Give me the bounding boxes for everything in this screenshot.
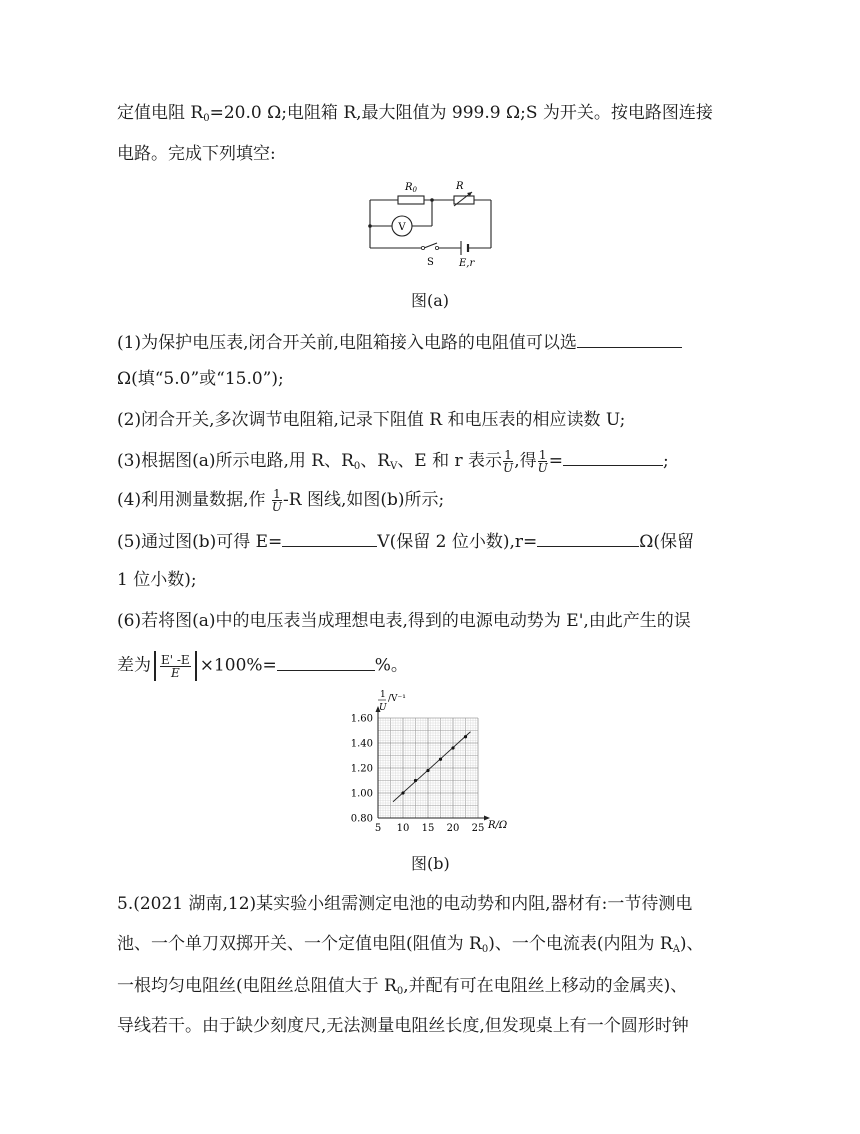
y-axis-label-num: 1: [380, 690, 386, 700]
data-point: [426, 769, 429, 772]
chart-series: [393, 732, 471, 802]
y-tick-label: 1.20: [350, 763, 373, 775]
fraction-1-over-u: $\frac{1}{U}$: [271, 487, 283, 514]
y-tick-label: 1.40: [350, 738, 373, 750]
y-axis-label-den: U: [379, 703, 387, 713]
fit-line: [393, 732, 471, 802]
data-point: [401, 791, 404, 794]
step-2-line: (2)闭合开关,多次调节电阻箱,记录下阻值 R 和电压表的相应读数 U;: [117, 410, 626, 430]
x-tick-label: 5: [374, 823, 382, 834]
x-tick-label: 10: [396, 823, 410, 834]
chart-grid: [378, 718, 478, 818]
step-4-line: (4)利用测量数据,作 $\frac{1}{U}$ -R 图线,如图(b)所示;: [117, 487, 445, 514]
step-5-line: (5)通过图(b)可得 E= V(保留 2 位小数),r= Ω(保留: [117, 528, 694, 554]
problem-5-line-4: 导线若干。由于缺少刻度尺,无法测量电阻丝长度,但发现桌上有一个圆形时钟: [117, 1016, 689, 1036]
data-point: [414, 779, 417, 782]
r0-label: $R_0$: [405, 182, 417, 194]
answer-blank-6[interactable]: [277, 652, 375, 671]
resistor-box-r: [454, 196, 474, 204]
relative-error-expression: $\frac{E' -E}{E}$: [151, 651, 200, 681]
y-tick-label: 0.80: [350, 813, 373, 825]
chart-1u-vs-r: [330, 686, 530, 838]
figure-a-caption: 图(a): [411, 291, 450, 310]
answer-blank-3[interactable]: [563, 447, 663, 466]
switch-label: S: [427, 257, 434, 268]
answer-blank-e[interactable]: [282, 528, 377, 547]
step-6-line: (6)若将图(a)中的电压表当成理想电表,得到的电源电动势为 E',由此产生的误: [117, 611, 691, 631]
x-tick-label: 15: [421, 823, 435, 834]
resistor-r0: [398, 196, 424, 204]
intro-line-1: 定值电阻 $R_0=20.0$ Ω;电阻箱 R,最大阻值为 999.9 Ω;S 为开关。按电路图连接: [117, 103, 713, 124]
step-1-line: (1)为保护电压表,闭合开关前,电阻箱接入电路的电阻值可以选: [117, 329, 682, 355]
voltmeter-label: V: [398, 222, 406, 233]
problem-5-line-2: 池、一个单刀双掷开关、一个定值电阻(阻值为 $R_0$)、一个电流表(内阻为 $R_A$)、: [117, 934, 704, 955]
problem-5-line-1: 5.(2021 湖南,12)某实验小组需测定电池的电动势和内阻,器材有:一节待测电: [117, 894, 693, 914]
answer-blank-1[interactable]: [577, 329, 682, 348]
step-5-line-2: 1 位小数);: [117, 570, 197, 590]
figure-b-caption: 图(b): [411, 854, 450, 873]
step-3-line: (3)根据图(a)所示电路,用 R、$R_0$、$R_V$、E 和 r 表示 $\frac{1}{U}$ ,得 $\frac{1}{U}$ = ;: [117, 448, 669, 475]
data-point: [439, 758, 442, 761]
step-1-line-2: Ω(填“5.0”或“15.0”);: [117, 369, 284, 389]
fraction-1-over-u: $\frac{1}{U}$: [537, 448, 548, 475]
r-label: R: [456, 181, 464, 192]
x-axis-label: R/Ω: [488, 820, 508, 831]
chart-tick-labels: [351, 714, 485, 835]
fraction-1-over-u: $\frac{1}{U}$: [503, 448, 514, 475]
circuit-diagram: [360, 176, 500, 268]
y-tick-label: 1.60: [350, 713, 373, 725]
problem-5-line-3: 一根均匀电阻丝(电阻丝总阻值大于 $R_0$,并配有可在电阻丝上移动的金属夹)、: [117, 976, 688, 997]
data-point: [464, 735, 467, 738]
x-tick-label: 25: [471, 823, 485, 834]
intro-line-2: 电路。完成下列填空:: [117, 144, 276, 164]
battery-label: E,r: [459, 258, 475, 268]
step-6-line-2: 差为 $\frac{E' -E}{E}$ ×100%= %。: [117, 652, 408, 680]
y-tick-label: 1.00: [350, 788, 373, 800]
y-axis-label: /V⁻¹: [388, 694, 406, 704]
data-point: [451, 746, 454, 749]
x-tick-label: 20: [446, 823, 460, 834]
answer-blank-r[interactable]: [537, 528, 639, 547]
